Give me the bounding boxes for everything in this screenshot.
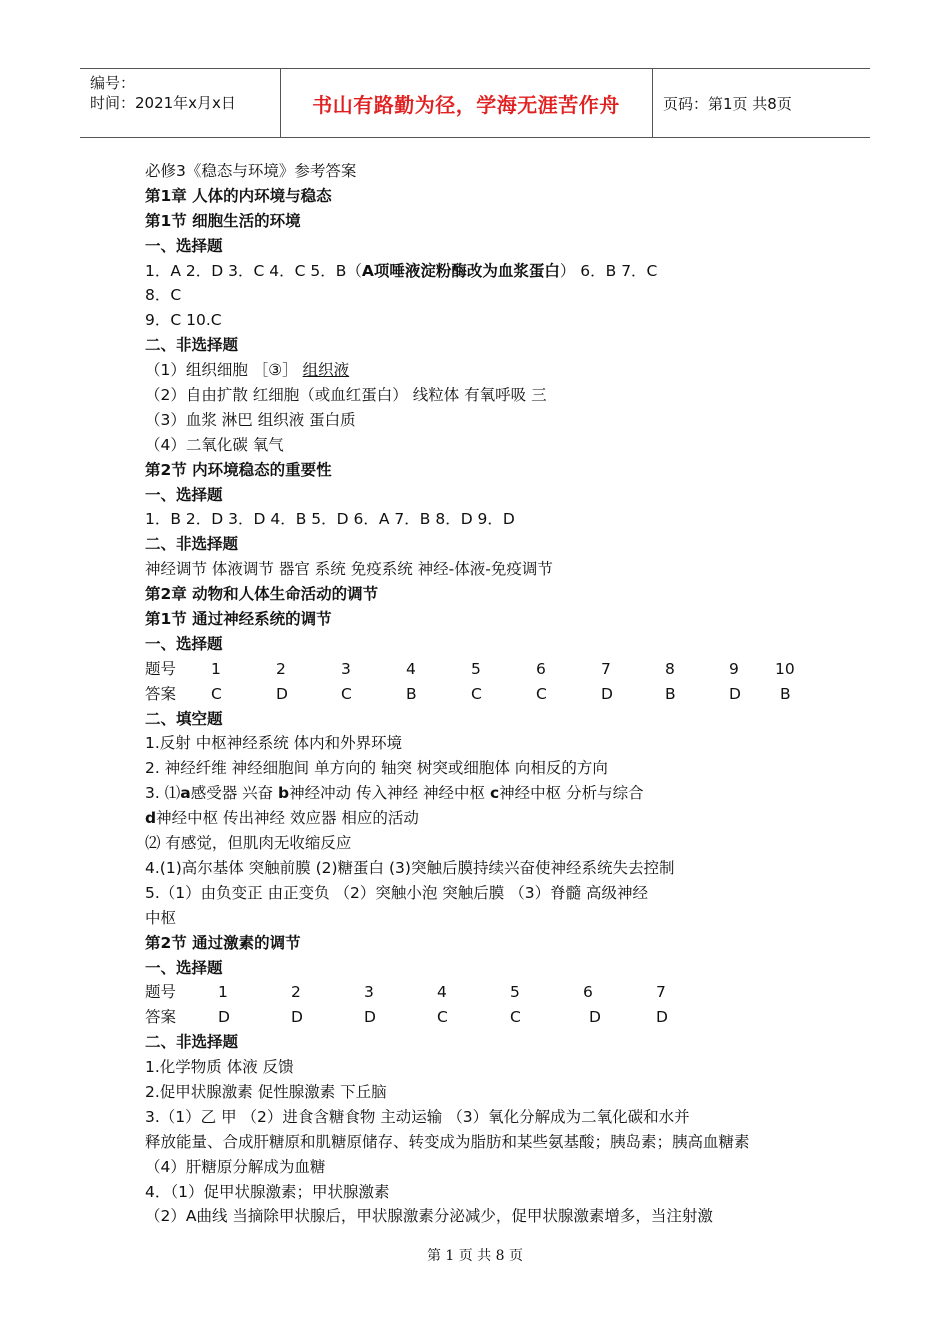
subsection-heading: 二、非选择题 (145, 1033, 239, 1052)
row-label: 答案 (145, 1008, 177, 1027)
answer-note: A项唾液淀粉酶改为血浆蛋白 (361, 261, 560, 280)
motto: 书山有路勤为径，学海无涯苦作舟 (312, 92, 620, 117)
table-cell: 4 (406, 659, 416, 678)
table-cell: C (471, 684, 482, 703)
time-label: 时间：2021年x月x日 (90, 94, 236, 112)
subsection-heading: 一、选择题 (145, 634, 223, 653)
table-cell: 3 (341, 659, 351, 678)
chapter-heading: 第1章 人体的内环境与稳态 (145, 186, 332, 205)
table-cell: C (510, 1008, 521, 1027)
answer-text: 神经中枢 分析与综合 (499, 784, 644, 803)
table-cell: 1 (218, 983, 228, 1002)
section-heading: 第1节 通过神经系统的调节 (145, 610, 332, 629)
answer-line: 4.(1)高尔基体 突触前膜 (2)糖蛋白 (3)突触后膜持续兴奋使神经系统失去控制 (145, 858, 675, 877)
header-divider (652, 69, 653, 137)
label-letter: d (145, 809, 157, 828)
number-label: 编号： (90, 74, 136, 92)
doc-title: 必修3《稳态与环境》参考答案 (145, 162, 357, 180)
table-cell: 7 (656, 983, 666, 1002)
table-cell: D (729, 684, 741, 703)
answer-line: （4）二氧化碳 氧气 (145, 435, 284, 454)
answer-line: 2. 神经纤维 神经细胞间 单方向的 轴突 树突或细胞体 向相反的方向 (145, 759, 608, 778)
answer-text: 神经中枢 传出神经 效应器 相应的活动 (156, 809, 419, 828)
answer-table-row (145, 657, 815, 682)
table-cell: 4 (437, 983, 447, 1002)
answer-line: 4．（1）促甲状腺激素；甲状腺激素 (145, 1182, 390, 1201)
header-meta (90, 73, 236, 113)
table-cell: D (276, 684, 288, 703)
answer-line: 1.反射 中枢神经系统 体内和外界环境 (145, 734, 403, 753)
page-header (80, 68, 870, 138)
label-letter: a (180, 784, 191, 803)
table-cell: B (780, 684, 791, 703)
answer-line (145, 781, 815, 806)
table-cell: 5 (471, 659, 481, 678)
label-letter: c (489, 784, 500, 803)
answer-line: （4）肝糖原分解成为血糖 (145, 1157, 326, 1176)
chapter-heading: 第2章 动物和人体生命活动的调节 (145, 585, 379, 604)
table-cell: 2 (291, 983, 301, 1002)
answer-line: 3.（1）乙 甲 （2）进食含糖食物 主动运输 （3）氧化分解成为二氧化碳和水并 (145, 1107, 690, 1126)
table-cell: D (589, 1008, 601, 1027)
table-cell: 6 (583, 983, 593, 1002)
label-letter: b (278, 784, 290, 803)
answer-line (145, 806, 815, 831)
table-cell: 2 (276, 659, 286, 678)
answer-line (145, 259, 815, 284)
table-cell: 6 (536, 659, 546, 678)
answer-table-row (145, 682, 815, 707)
table-cell: C (536, 684, 547, 703)
answer-text: （1）组织细胞 ［③］ (145, 361, 298, 380)
table-cell: 3 (364, 983, 374, 1002)
section-heading: 第2节 内环境稳态的重要性 (145, 460, 332, 479)
row-label: 答案 (145, 684, 177, 703)
table-cell: C (437, 1008, 448, 1027)
table-cell: 8 (665, 659, 675, 678)
answer-line: 释放能量、合成肝糖原和肌糖原储存、转变成为脂肪和某些氨基酸；胰岛素；胰高血糖素 (145, 1132, 750, 1151)
page-footer: 第 1 页 共 8 页 (426, 1248, 524, 1264)
row-label: 题号 (145, 659, 177, 678)
table-cell: 9 (729, 659, 739, 678)
answer-text: ） 6．B 7．C (559, 261, 658, 280)
table-cell: 1 (211, 659, 221, 678)
table-cell: D (601, 684, 613, 703)
answer-line: 2.促甲状腺激素 促性腺激素 下丘脑 (145, 1082, 387, 1101)
table-cell: D (291, 1008, 303, 1027)
underlined-answer: 组织液 (302, 361, 350, 380)
subsection-heading: 二、非选择题 (145, 336, 239, 355)
answer-line: 9．C 10.C (145, 311, 222, 330)
table-cell: B (665, 684, 676, 703)
answer-line (145, 358, 815, 383)
answer-line: 8．C (145, 286, 182, 305)
answer-line: 1．B 2．D 3．D 4．B 5．D 6．A 7．B 8．D 9．D (145, 510, 515, 529)
answer-line: 1.化学物质 体液 反馈 (145, 1058, 294, 1077)
subsection-heading: 一、选择题 (145, 958, 223, 977)
table-cell: 5 (510, 983, 520, 1002)
subsection-heading: 二、填空题 (145, 709, 223, 728)
answer-text: 1．A 2．D 3．C 4．C 5．B（ (145, 261, 362, 280)
section-heading: 第1节 细胞生活的环境 (145, 211, 301, 230)
answer-text: 感受器 兴奋 (190, 784, 279, 803)
answer-line: ⑵ 有感觉，但肌肉无收缩反应 (145, 834, 352, 853)
section-heading: 第2节 通过激素的调节 (145, 933, 301, 952)
page-info: 页码：第1页 共8页 (663, 94, 792, 113)
answer-table-row (145, 980, 815, 1005)
subsection-heading: 一、选择题 (145, 485, 223, 504)
subsection-heading: 一、选择题 (145, 236, 223, 255)
table-cell: D (218, 1008, 230, 1027)
answer-line: （2）A曲线 当摘除甲状腺后，甲状腺激素分泌减少，促甲状腺激素增多，当注射激 (145, 1207, 713, 1226)
answer-line: 5.（1）由负变正 由正变负 （2）突触小泡 突触后膜 （3）脊髓 高级神经 (145, 883, 649, 902)
table-cell: D (364, 1008, 376, 1027)
row-label: 题号 (145, 983, 177, 1002)
table-cell: C (341, 684, 352, 703)
answer-text: 神经冲动 传入神经 神经中枢 (289, 784, 490, 803)
answer-line: （2）自由扩散 红细胞（或血红蛋白） 线粒体 有氧呼吸 三 (145, 386, 547, 405)
subsection-heading: 二、非选择题 (145, 535, 239, 554)
answer-line: 神经调节 体液调节 器官 系统 免疫系统 神经-体液-免疫调节 (145, 560, 553, 579)
table-cell: C (211, 684, 222, 703)
answer-line: （3）血浆 淋巴 组织液 蛋白质 (145, 410, 356, 429)
table-cell: 7 (601, 659, 611, 678)
table-cell: B (406, 684, 417, 703)
answer-table-row (145, 1005, 815, 1030)
document-body (145, 159, 815, 1229)
table-cell: 10 (775, 659, 795, 678)
table-cell: D (656, 1008, 668, 1027)
answer-text: 3. ⑴ (145, 784, 181, 803)
answer-line: 中枢 (145, 908, 177, 927)
